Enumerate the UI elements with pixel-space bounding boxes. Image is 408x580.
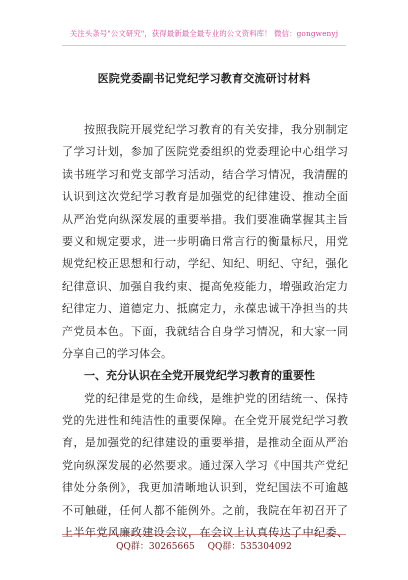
paragraph-line: 读书班学习和党支部学习活动，结合学习情况，我清醒的 xyxy=(62,167,348,181)
paragraph-line: 规党纪校正思想和行动，学纪、知纪、明纪、守纪，强化 xyxy=(62,257,348,271)
paragraph-line: 上半年党风廉政建设会议，在会议上认真传达了中纪委、 xyxy=(62,526,348,540)
document-body xyxy=(62,119,348,544)
paragraph-line: 要义和规定要求，进一步明确日常言行的衡量标尺，用党 xyxy=(62,234,348,248)
paragraph-line: 党向纵深发展的必然要求。通过深入学习《中国共产党纪 xyxy=(62,458,348,472)
section-heading: 一、充分认识在全党开展党纪学习教育的重要性 xyxy=(84,369,315,383)
document-title: 医院党委副书记党纪学习教育交流研讨材料 xyxy=(97,72,311,85)
qq-group-1: QQ群：30265665 xyxy=(116,542,195,552)
footer-divider xyxy=(62,534,346,535)
paragraph-line: 纪律意识、加强自我约束、提高免疫能力，增强政治定力 xyxy=(62,279,348,293)
paragraph-line: 从严治党向纵深发展的重要举措。我们要准确掌握其主旨 xyxy=(62,212,348,226)
paragraph-line: 了学习计划，参加了医院党委组织的党委理论中心组学习 xyxy=(62,145,348,159)
paragraph-line: 认识到这次党纪学习教育是加强党的纪律建设、推动全面 xyxy=(62,190,348,204)
header-divider xyxy=(62,45,346,46)
paragraph-line: 律处分条例》，我更加清晰地认识到，党纪国法不可逾越 xyxy=(62,481,348,495)
paragraph-line: 育，是加强党的纪律建设的重要举措，是推动全面从严治 xyxy=(62,436,348,450)
paragraph-line: 不可触碰，任何人都不能例外。之前，我院在年初召开了 xyxy=(62,503,348,517)
paragraph-line: 按照我院开展党纪学习教育的有关安排，我分别制定 xyxy=(84,123,348,136)
paragraph-line: 党的先进性和纯洁性的重要保障。在全党开展党纪学习教 xyxy=(62,414,348,428)
footer-contact xyxy=(0,539,408,552)
paragraph-line: 分享自己的学习体会。 xyxy=(62,346,172,360)
paragraph-line: 产党员本色。下面，我就结合自身学习情况，和大家一同 xyxy=(62,324,348,338)
paragraph-line: 纪律定力、道德定力、抵腐定力，永葆忠诚干净担当的共 xyxy=(62,302,348,316)
qq-group-2: QQ群：535304092 xyxy=(207,542,292,552)
watermark-header: 关注头条号"公文研究"，获得最新最全最专业的公文资料库！ 微信：gongwenyj xyxy=(69,29,339,38)
paragraph-line: 党的纪律是党的生命线，是维护党的团结统一、保持 xyxy=(84,391,348,405)
